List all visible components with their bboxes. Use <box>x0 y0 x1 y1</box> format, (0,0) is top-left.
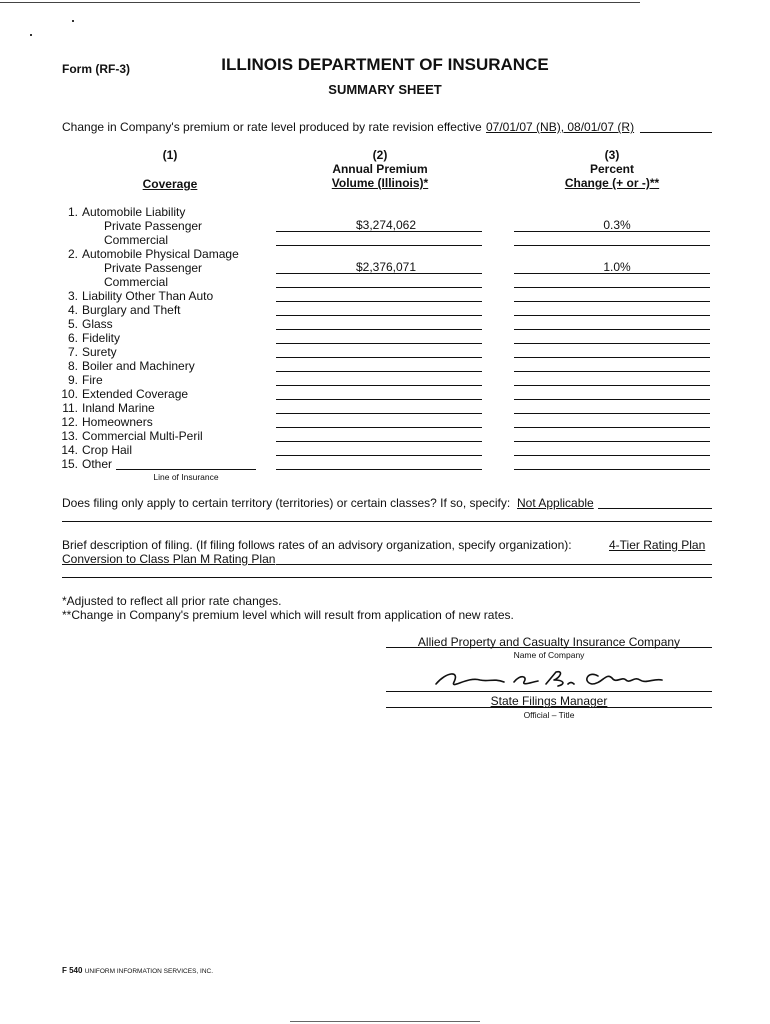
col2-title: Volume (Illinois)* <box>331 176 429 190</box>
percent-line <box>514 301 710 302</box>
row-number: 3. <box>67 289 78 303</box>
company-name-caption: Name of Company <box>513 650 585 660</box>
col2-number: (2) <box>372 148 388 162</box>
bottom-edge-line <box>290 1021 480 1022</box>
row-label: Inland Marine <box>82 401 155 415</box>
premium-line <box>276 343 482 344</box>
percent-line <box>514 427 710 428</box>
row-number: 15. <box>61 457 78 471</box>
scan-dot <box>30 34 32 36</box>
company-name-line <box>386 647 712 648</box>
brief-line-2 <box>62 577 712 578</box>
col3-title: Change (+ or -)** <box>564 176 660 190</box>
other-line-underline <box>116 469 256 470</box>
percent-line <box>514 455 710 456</box>
official-title-line <box>386 707 712 708</box>
percent-line <box>514 315 710 316</box>
row-label: Other <box>82 457 113 471</box>
territory-line-1 <box>598 508 712 509</box>
premium-line <box>276 385 482 386</box>
form-code <box>62 966 213 975</box>
premium-line <box>276 329 482 330</box>
effective-value: 07/01/07 (NB), 08/01/07 (R) <box>486 120 635 134</box>
row-label: Surety <box>82 345 117 359</box>
row-label: Fire <box>82 373 103 387</box>
premium-line <box>276 287 482 288</box>
premium-value: $3,274,062 <box>355 218 417 232</box>
row-label: Boiler and Machinery <box>82 359 195 373</box>
row-label: Fidelity <box>82 331 121 345</box>
row-label: Extended Coverage <box>82 387 189 401</box>
percent-line <box>514 371 710 372</box>
territory-answer: Not Applicable <box>517 496 594 510</box>
row-number: 13. <box>61 429 78 443</box>
premium-value: $2,376,071 <box>355 260 417 274</box>
percent-line <box>514 441 710 442</box>
territory-line-2 <box>62 521 712 522</box>
row-label: Glass <box>82 317 113 331</box>
percent-line <box>514 329 710 330</box>
premium-line <box>276 469 482 470</box>
premium-line <box>276 357 482 358</box>
footnote-adjusted: *Adjusted to reflect all prior rate changes. <box>62 594 282 608</box>
brief-value-2: Conversion to Class Plan M Rating Plan <box>62 552 276 566</box>
percent-line <box>514 343 710 344</box>
percent-line <box>514 245 710 246</box>
percent-line <box>514 413 710 414</box>
form-id: Form (RF-3) <box>62 62 130 76</box>
premium-line <box>276 245 482 246</box>
col1-number: (1) <box>162 148 178 162</box>
premium-line <box>276 301 482 302</box>
footnote-change: **Change in Company's premium level which will result from application of new rates. <box>62 608 514 622</box>
row-number: 5. <box>67 317 78 331</box>
col3-line1: Percent <box>589 162 635 176</box>
row-number: 10. <box>61 387 78 401</box>
row-number: 8. <box>67 359 78 373</box>
line-of-insurance-caption: Line of Insurance <box>153 472 219 482</box>
col1-title: Coverage <box>142 177 198 191</box>
row-label: Commercial <box>104 233 169 247</box>
row-number: 6. <box>67 331 78 345</box>
col2-line1: Annual Premium <box>332 162 428 176</box>
premium-line <box>276 371 482 372</box>
premium-line <box>276 413 482 414</box>
row-number: 14. <box>61 443 78 457</box>
brief-line-1 <box>276 564 712 565</box>
premium-line <box>276 441 482 442</box>
row-label: Automobile Liability <box>82 205 186 219</box>
scan-dot <box>72 20 74 22</box>
premium-line <box>276 427 482 428</box>
percent-line <box>514 399 710 400</box>
summary-title: SUMMARY SHEET <box>328 82 442 97</box>
row-number: 9. <box>67 373 78 387</box>
row-number: 7. <box>67 345 78 359</box>
row-label: Private Passenger <box>104 261 203 275</box>
row-label: Commercial Multi-Peril <box>82 429 203 443</box>
brief-value-1: 4-Tier Rating Plan <box>609 538 706 552</box>
official-title-caption: Official – Title <box>523 710 575 720</box>
row-number: 1. <box>67 205 78 219</box>
company-name: Allied Property and Casualty Insurance Company <box>417 635 681 649</box>
percent-line <box>514 469 710 470</box>
top-edge-line <box>0 2 640 3</box>
row-label: Homeowners <box>82 415 153 429</box>
signature-image <box>428 662 668 694</box>
effective-line <box>640 132 712 133</box>
row-number: 11. <box>62 401 78 415</box>
percent-value: 1.0% <box>603 260 631 274</box>
percent-line <box>514 357 710 358</box>
effective-label: Change in Company's premium or rate level produced by rate revision effective <box>62 120 482 134</box>
row-number: 12. <box>61 415 78 429</box>
percent-line <box>514 385 710 386</box>
row-label: Commercial <box>104 275 169 289</box>
premium-line <box>276 455 482 456</box>
agency-title: ILLINOIS DEPARTMENT OF INSURANCE <box>221 55 549 74</box>
percent-line <box>514 287 710 288</box>
row-number: 4. <box>67 303 78 317</box>
form-code-number: F 540 <box>62 966 83 975</box>
row-label: Burglary and Theft <box>82 303 181 317</box>
row-label: Liability Other Than Auto <box>82 289 214 303</box>
col3-number: (3) <box>604 148 620 162</box>
publisher-name: UNIFORM INFORMATION SERVICES, INC. <box>84 968 214 975</box>
row-label: Automobile Physical Damage <box>82 247 239 261</box>
premium-line <box>276 399 482 400</box>
premium-line <box>276 315 482 316</box>
row-number: 2. <box>67 247 78 261</box>
signature-line <box>386 691 712 692</box>
percent-value: 0.3% <box>603 218 631 232</box>
official-title: State Filings Manager <box>490 694 608 708</box>
brief-label: Brief description of filing. (If filing follows rates of an advisory organization, specify organization): <box>62 538 572 552</box>
territory-question: Does filing only apply to certain territory (territories) or certain classes? If so, specify: <box>62 496 511 510</box>
row-label: Private Passenger <box>104 219 203 233</box>
row-label: Crop Hail <box>82 443 133 457</box>
